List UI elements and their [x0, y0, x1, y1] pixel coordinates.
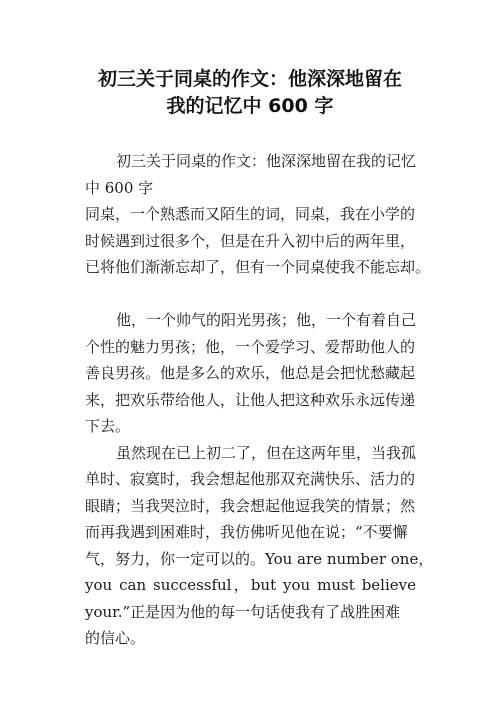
- body-line: 来，把欢乐带给他人，让他人把这种欢乐永远传递: [85, 390, 416, 409]
- body-line: 的信心。: [85, 629, 146, 647]
- body-line: 时候遇到过很多个，但是在升入初中后的两年里，: [85, 231, 416, 250]
- body-line: 眼睛；当我哭泣时，我会想起他逗我笑的情景；然: [85, 496, 416, 515]
- body-line: 而再我遇到困难时，我仿佛听见他在说；“不要懈: [85, 523, 408, 541]
- body-line: 气，努力，你一定可以的。You are number one，: [85, 549, 434, 568]
- body-line: 善良男孩。他是多么的欢乐，他总是会把忧愁藏起: [85, 364, 416, 382]
- body-line: 初三关于同桌的作文：他深深地留在我的记忆: [116, 152, 417, 170]
- body-line: 单时、寂寞时，我会想起他那双充满快乐、活力的: [85, 470, 416, 488]
- blank-line: [85, 281, 430, 308]
- body-line: 已将他们渐渐忘却了，但有一个同桌使我不能忘却。: [85, 258, 431, 276]
- body-line: 同桌，一个熟悉而又陌生的词，同桌，我在小学的: [85, 205, 416, 223]
- body-line: you can successful，but you must believe: [85, 576, 416, 594]
- body-line: 个性的魅力男孩；他，一个爱学习、爱帮助他人的: [85, 337, 416, 356]
- body-line: 中 600 字: [85, 178, 154, 197]
- body-line: 虽然现在已上初二了，但在这两年里，当我孤: [116, 443, 417, 462]
- body-line: 他，一个帅气的阳光男孩；他，一个有着自己: [116, 311, 417, 329]
- document-body: [85, 148, 434, 652]
- body-line: 下去。: [85, 417, 131, 435]
- body-line: your.”正是因为他的每一句话使我有了战胜困难: [85, 602, 401, 621]
- document-title-line-2: 我的记忆中 600 字: [166, 95, 334, 117]
- document-title-line-1: 初三关于同桌的作文：他深深地留在: [97, 68, 402, 90]
